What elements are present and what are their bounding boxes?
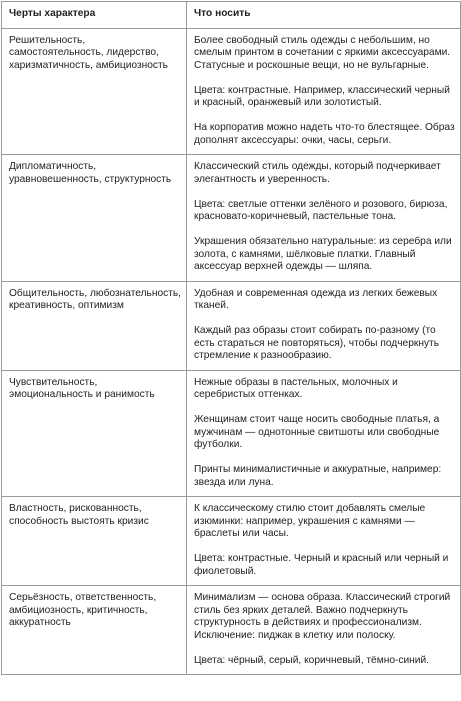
- traits-cell: Властность, рискованность, способность выстоять кризис: [2, 497, 187, 586]
- wear-paragraph: Нежные образы в пастельных, молочных и серебристых оттенках.: [194, 376, 398, 400]
- table-row: [2, 497, 461, 586]
- character-traits-table: [1, 1, 461, 675]
- wear-paragraph: Цвета: контрастные. Черный и красный или черный и фиолетовый.: [194, 553, 449, 577]
- traits-cell: Решительность, самостоятельность, лидерство, харизматичность, амбициозность: [2, 28, 187, 155]
- wear-cell: [187, 155, 461, 282]
- wear-paragraph: Каждый раз образы стоит собирать по-разному (то есть стараться не повторяться), чтобы подчеркнуть стремление к разнообразию.: [194, 325, 440, 361]
- table-row: [2, 281, 461, 370]
- wear-cell: [187, 281, 461, 370]
- wear-paragraph: Женщинам стоит чаще носить свободные платья, а мужчинам — однотонные свитшоты или свободные футболки.: [194, 414, 440, 450]
- table-row: [2, 155, 461, 282]
- table-row: [2, 370, 461, 497]
- wear-paragraph: Цвета: чёрный, серый, коричневый, тёмно-синий.: [194, 654, 429, 666]
- wear-cell: [187, 586, 461, 675]
- table-row: [2, 586, 461, 675]
- wear-paragraph: Удобная и современная одежда из легких бежевых тканей.: [194, 287, 438, 311]
- wear-cell: [187, 28, 461, 155]
- wear-cell: [187, 497, 461, 586]
- wear-paragraph: На корпоратив можно надеть что-то блестящее. Образ дополнят аксессуары: очки, часы, серьги.: [194, 122, 455, 146]
- table-header-row: [2, 2, 461, 29]
- traits-cell: Серьёзность, ответственность, амбициозность, критичность, аккуратность: [2, 586, 187, 675]
- wear-paragraph: Цвета: контрастные. Например, классический черный и красный, оранжевый или золотистый.: [194, 84, 450, 108]
- wear-paragraph: Цвета: светлые оттенки зелёного и розового, бирюза, красновато-коричневый, пастельные тона.: [194, 198, 448, 222]
- wear-paragraph: Украшения обязательно натуральные: из серебра или золота, с камнями, шёлковые платки. Главный аксессуар верхней одежды — шляпа.: [194, 236, 452, 272]
- traits-cell: Чувствительность, эмоциональность и ранимость: [2, 370, 187, 497]
- wear-paragraph: Минимализм — основа образа. Классический строгий стиль без ярких деталей. Важно подчеркнуть структурность в действиях и профессионализм. Исключение: пиджак в клетку или полоску.: [194, 592, 451, 641]
- wear-paragraph: К классическому стилю стоит добавлять смелые изюминки: например, украшения с камнями — браслеты или часы.: [194, 503, 426, 539]
- table-row: [2, 28, 461, 155]
- header-traits: Черты характера: [2, 2, 187, 29]
- wear-paragraph: Более свободный стиль одежды с небольшим, но смелым принтом в сочетании с яркими аксессуарами. Статусные и роскошные вещи, но не вульгарные.: [194, 34, 451, 71]
- wear-paragraph: Принты минималистичные и аккуратные, например: звезда или луна.: [194, 464, 442, 488]
- header-what-to-wear: Что носить: [187, 2, 461, 29]
- wear-paragraph: Классический стиль одежды, который подчеркивает элегантность и уверенность.: [194, 161, 441, 185]
- wear-cell: [187, 370, 461, 497]
- traits-cell: Дипломатичность, уравновешенность, структурность: [2, 155, 187, 282]
- traits-cell: Общительность, любознательность, креативность, оптимизм: [2, 281, 187, 370]
